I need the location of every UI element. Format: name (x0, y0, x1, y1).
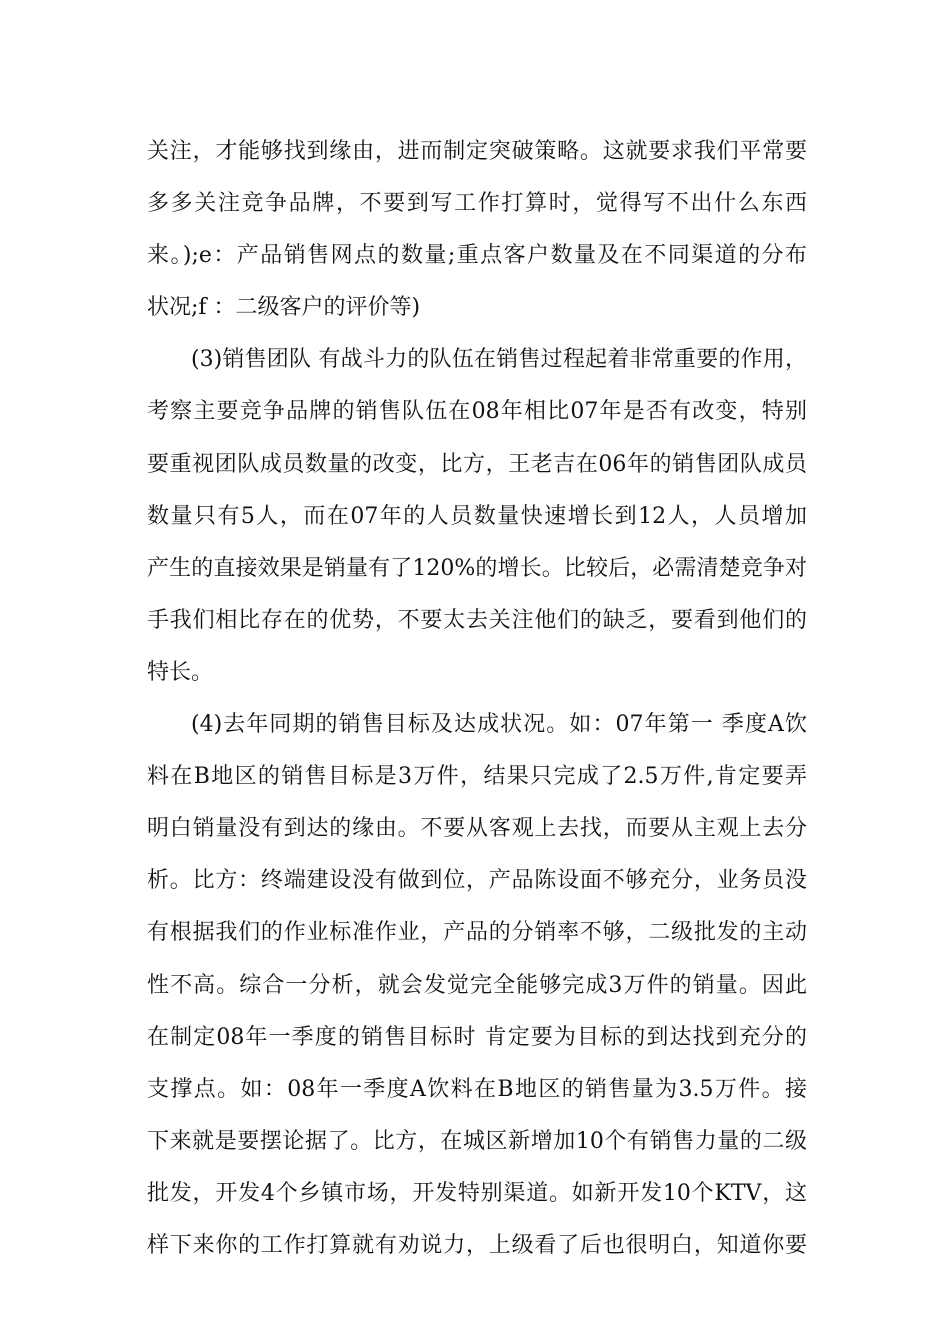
text-line: 样下来你的工作打算就有劝说力，上级看了后也很明白，知道你要 (147, 1232, 807, 1258)
paragraph-4-heading-line: (4)去年同期的销售目标及达成状况。如：07年第一 季度A饮 (191, 712, 807, 738)
text-line: 特长。 (147, 659, 214, 685)
text-line: 要重视团队成员数量的改变，比方，王老吉在06年的销售团队成员 (147, 451, 807, 477)
text-line: 支撑点。如：08年一季度A饮料在B地区的销售量为3.5万件。接 (147, 1076, 807, 1102)
text-line: 在制定08年一季度的销售目标时 肯定要为目标的到达找到充分的 (147, 1024, 807, 1050)
text-line: 性不高。综合一分析，就会发觉完全能够完成3万件的销量。因此 (147, 972, 807, 998)
text-line: 考察主要竞争品牌的销售队伍在08年相比07年是否有改变，特别 (147, 399, 807, 425)
text-line: 下来就是要摆论据了。比方，在城区新增加10个有销售力量的二级 (147, 1128, 807, 1154)
text-line: 手我们相比存在的优势，不要太去关注他们的缺乏，要看到他们的 (147, 607, 807, 633)
document-body (147, 126, 807, 1272)
text-line: 有根据我们的作业标准作业，产品的分销率不够，二级批发的主动 (147, 920, 807, 946)
text-line: 关注，才能够找到缘由，进而制定突破策略。这就要求我们平常要 (147, 139, 807, 164)
text-line: 料在B地区的销售目标是3万件，结果只完成了2.5万件,肯定要弄 (147, 764, 807, 790)
text-line: 来。);e：产品销售网点的数量;重点客户数量及在不同渠道的分布 (147, 243, 807, 269)
text-line: 多多关注竞争品牌，不要到写工作打算时，觉得写不出什么东西 (147, 191, 807, 217)
text-line: 批发，开发4个乡镇市场，开发特别渠道。如新开发10个KTV，这 (147, 1180, 807, 1206)
text-line: 产生的直接效果是销量有了120%的增长。比较后，必需清楚竞争对 (147, 555, 807, 581)
text-line: 状况;f ：二级客户的评价等) (147, 295, 421, 321)
text-line: 析。比方：终端建设没有做到位，产品陈设面不够充分，业务员没 (147, 868, 807, 894)
text-line: 数量只有5人，而在07年的人员数量快速增长到12人，人员增加 (147, 503, 807, 529)
text-line: 明白销量没有到达的缘由。不要从客观上去找，而要从主观上去分 (147, 816, 807, 842)
paragraph-3-heading-line: (3)销售团队 有战斗力的队伍在销售过程起着非常重要的作用， (191, 347, 807, 373)
